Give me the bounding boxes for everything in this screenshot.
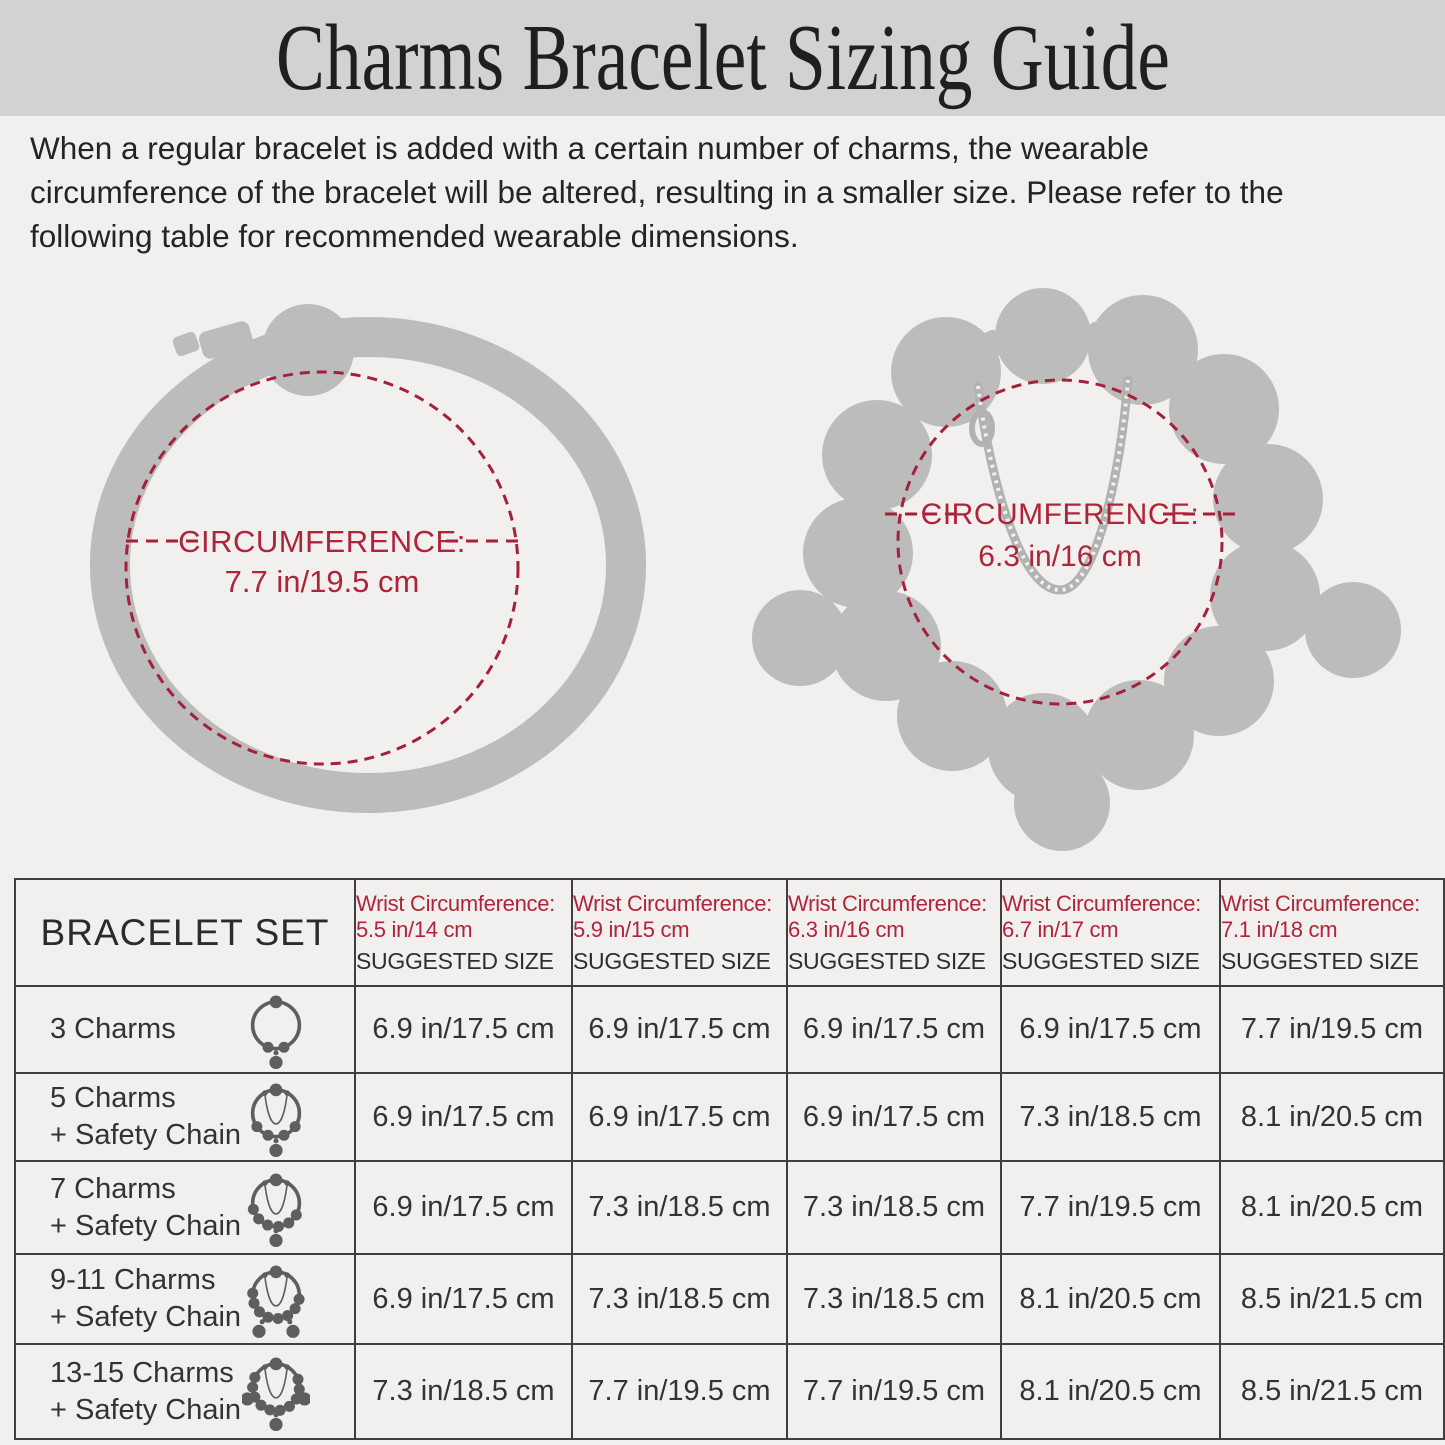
table-row [15, 1254, 1444, 1344]
row-label-line: + Safety Chain [50, 1119, 242, 1151]
size-value: 6.9 in/17.5 cm [588, 1100, 771, 1133]
size-value: 7.7 in/19.5 cm [588, 1375, 771, 1407]
size-value-cell [1220, 1073, 1444, 1161]
table-row [15, 1073, 1444, 1161]
size-value: 7.3 in/18.5 cm [802, 1282, 986, 1315]
size-value-cell [787, 1161, 1001, 1254]
column-header-cell [355, 879, 572, 986]
table-row [15, 1344, 1444, 1439]
size-value-cell [355, 1161, 572, 1254]
size-value: 6.9 in/17.5 cm [802, 1013, 986, 1045]
size-value-cell [1001, 1254, 1220, 1344]
size-value: 6.9 in/17.5 cm [588, 1013, 771, 1045]
row-label-line: 7 Charms [50, 1172, 176, 1205]
size-value-cell [787, 1344, 1001, 1439]
row-label-line: + Safety Chain [50, 1301, 242, 1333]
suggested-size-label: SUGGESTED SIZE [788, 947, 986, 974]
size-value-cell [1220, 1344, 1444, 1439]
row-label-line: 9-11 Charms [50, 1264, 216, 1296]
table-row [15, 1161, 1444, 1254]
bracelet-9-11-charms-icon [242, 1257, 310, 1342]
size-value: 7.3 in/18.5 cm [588, 1282, 771, 1315]
sizing-table [14, 878, 1445, 1440]
size-value-cell [355, 986, 572, 1073]
wrist-circumference-size: 5.9 in/15 cm [573, 917, 690, 942]
size-value: 7.3 in/18.5 cm [802, 1191, 986, 1223]
circumference-value: 7.7 in/19.5 cm [224, 564, 420, 599]
row-icon-wrap [242, 1257, 310, 1342]
row-label [16, 1011, 242, 1048]
bracelet-5-charms-icon [242, 1075, 310, 1160]
plain-bracelet-illustration [50, 268, 690, 858]
size-value-cell [787, 986, 1001, 1073]
bracelet-set-header-cell [15, 879, 355, 986]
size-value-cell [787, 1254, 1001, 1344]
bracelet-set-cell [15, 1073, 355, 1161]
page-header [0, 0, 1445, 116]
wrist-circumference-label: Wrist Circumference: [1002, 890, 1201, 916]
size-value: 7.3 in/18.5 cm [1019, 1100, 1202, 1133]
size-value-cell [787, 1073, 1001, 1161]
circumference-value: 6.3 in/16 cm [978, 540, 1142, 573]
row-label [16, 1355, 242, 1429]
wrist-circumference-label: Wrist Circumference: [1221, 890, 1420, 916]
intro-paragraph [30, 126, 1284, 258]
size-value-cell [1001, 1344, 1220, 1439]
bracelet-set-cell [15, 986, 355, 1073]
size-value-cell [1001, 1161, 1220, 1254]
size-value: 8.1 in/20.5 cm [1240, 1191, 1424, 1223]
size-value: 6.9 in/17.5 cm [372, 1013, 555, 1045]
row-icon-wrap [242, 1165, 310, 1250]
row-label-line: + Safety Chain [50, 1209, 242, 1242]
suggested-size-label: SUGGESTED SIZE [573, 947, 771, 974]
intro-line: circumference of the bracelet will be altered, resulting in a smaller size. Please refer to the [30, 174, 1284, 210]
circumference-label: CIRCUMFERENCE: [920, 498, 1200, 531]
bracelet-set-cell [15, 1161, 355, 1254]
column-header-cell [787, 879, 1001, 986]
size-value-cell [572, 1254, 787, 1344]
row-label [16, 1171, 242, 1245]
column-header-cell [1220, 879, 1444, 986]
size-value-cell [355, 1344, 572, 1439]
wrist-circumference-label: Wrist Circumference: [356, 890, 555, 916]
table-header-row [15, 879, 1444, 986]
column-header-cell [572, 879, 787, 986]
suggested-size-label: SUGGESTED SIZE [1002, 947, 1200, 974]
row-label-line: 13-15 Charms [50, 1356, 234, 1389]
size-value-cell [1001, 986, 1220, 1073]
size-value: 6.9 in/17.5 cm [802, 1100, 986, 1133]
wrist-circumference-size: 6.7 in/17 cm [1002, 917, 1119, 942]
size-value: 6.9 in/17.5 cm [372, 1282, 555, 1315]
size-value-cell [355, 1254, 572, 1344]
size-value: 8.5 in/21.5 cm [1240, 1282, 1424, 1315]
size-value: 7.7 in/19.5 cm [1019, 1191, 1202, 1223]
size-value: 7.7 in/19.5 cm [802, 1375, 986, 1407]
bracelet-3-charms-icon [242, 987, 310, 1072]
size-value: 7.3 in/18.5 cm [588, 1191, 771, 1223]
charm-bracelet-illustration [735, 268, 1425, 858]
page-title: Charms Bracelet Sizing Guide [275, 6, 1170, 110]
intro-line: following table for recommended wearable dimensions. [30, 218, 799, 254]
column-header-cell [1001, 879, 1220, 986]
size-value-cell [572, 986, 787, 1073]
size-value-cell [1220, 1254, 1444, 1344]
row-icon-wrap [242, 987, 310, 1072]
row-label-line: 5 Charms [50, 1082, 176, 1114]
wrist-circumference-label: Wrist Circumference: [573, 890, 772, 916]
size-value: 7.3 in/18.5 cm [372, 1375, 555, 1407]
size-value-cell [572, 1161, 787, 1254]
size-value: 8.1 in/20.5 cm [1240, 1100, 1424, 1133]
wrist-circumference-label: Wrist Circumference: [788, 890, 987, 916]
size-value: 6.9 in/17.5 cm [372, 1191, 555, 1223]
bracelet-set-cell [15, 1344, 355, 1439]
size-value: 7.7 in/19.5 cm [1240, 1013, 1424, 1045]
size-value-cell [1220, 986, 1444, 1073]
row-icon-wrap [242, 1349, 310, 1434]
bracelet-7-charms-icon [242, 1165, 310, 1250]
size-value-cell [572, 1073, 787, 1161]
size-value-cell [572, 1344, 787, 1439]
bracelet-clasp [995, 288, 1091, 384]
row-label [16, 1262, 242, 1336]
wrist-circumference-size: 6.3 in/16 cm [788, 917, 905, 942]
row-label-line: + Safety Chain [50, 1393, 242, 1426]
sizing-table-body [15, 879, 1444, 1439]
size-value: 8.1 in/20.5 cm [1019, 1375, 1202, 1407]
size-value: 6.9 in/17.5 cm [1019, 1013, 1202, 1045]
size-value-cell [1220, 1161, 1444, 1254]
bracelet-13-15-charms-icon [242, 1349, 310, 1434]
size-value-cell [1001, 1073, 1220, 1161]
suggested-size-label: SUGGESTED SIZE [1221, 947, 1419, 974]
row-label [16, 1080, 242, 1154]
size-value: 6.9 in/17.5 cm [372, 1100, 555, 1133]
row-label-line: 3 Charms [50, 1013, 176, 1045]
size-value: 8.1 in/20.5 cm [1019, 1282, 1202, 1315]
wrist-circumference-size: 7.1 in/18 cm [1221, 917, 1338, 942]
bracelet-set-cell [15, 1254, 355, 1344]
table-row [15, 986, 1444, 1073]
wrist-circumference-size: 5.5 in/14 cm [356, 917, 473, 942]
suggested-size-label: SUGGESTED SIZE [356, 947, 554, 974]
intro-line: When a regular bracelet is added with a certain number of charms, the wearable [30, 130, 1149, 166]
row-icon-wrap [242, 1075, 310, 1160]
circumference-label: CIRCUMFERENCE: [178, 524, 466, 559]
bracelet-set-header-label: BRACELET SET [40, 911, 330, 953]
size-value: 8.5 in/21.5 cm [1240, 1375, 1424, 1407]
size-value-cell [355, 1073, 572, 1161]
